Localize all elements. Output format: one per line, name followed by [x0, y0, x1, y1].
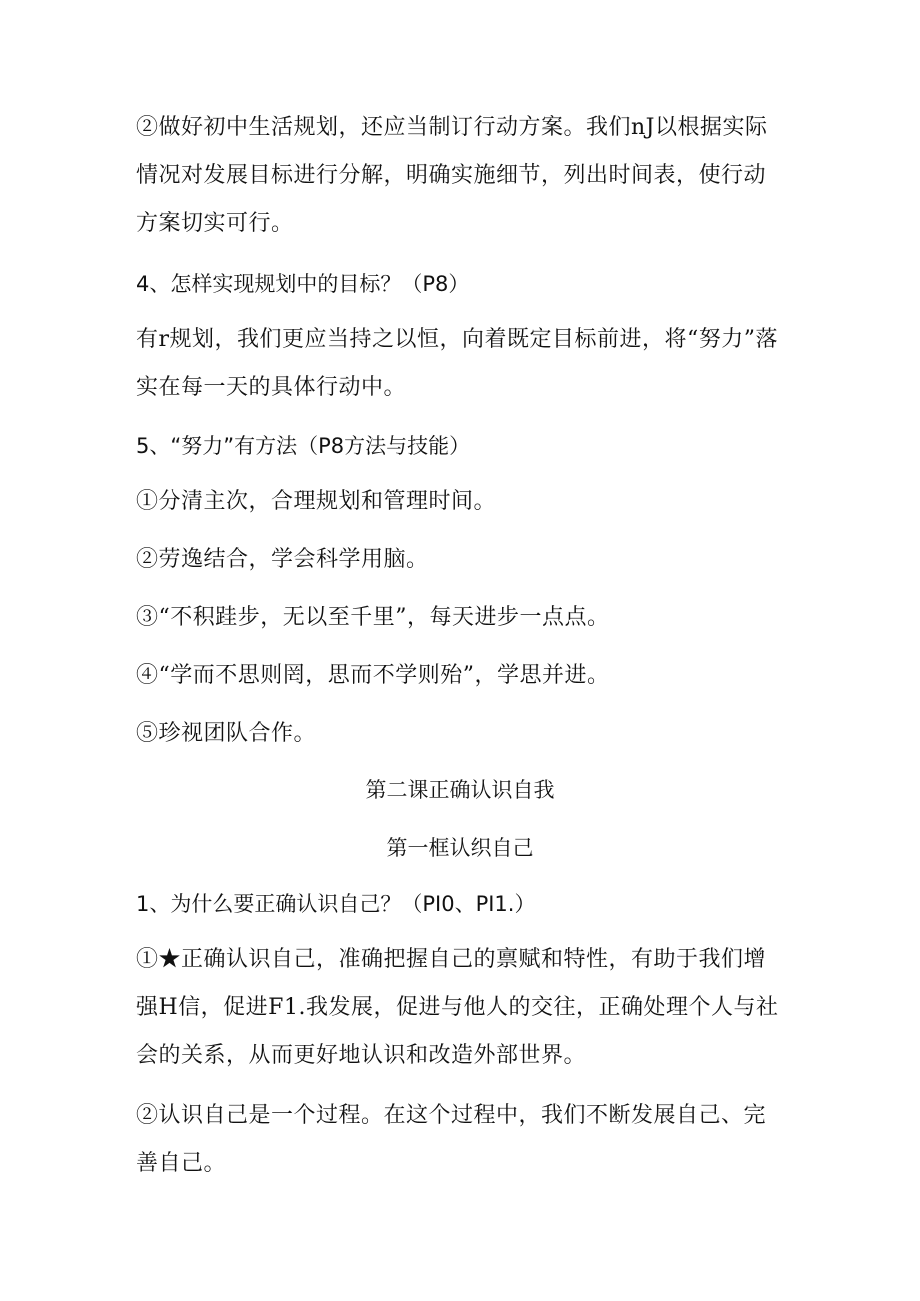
heading-effort-methods: 5、“努力”有方法（P8方法与技能）: [136, 434, 471, 458]
paragraph-persevere: 有r规划，我们更应当持之以恒，向着既定目标前进，将“努力”落实在每一天的具体行动中。: [136, 327, 779, 400]
paragraph-importance: ①★正确认识自己，准确把握自己的禀赋和特性，有助于我们增强H信，促进F1.我发展，促进与他人的交往，正确处理个人与社会的关系，从而更好地认识和改造外部世界。: [136, 947, 779, 1068]
list-item-learn-think: ④“学而不思则罔，思而不学则殆”，学思并进。: [136, 663, 610, 688]
list-item-teamwork: ⑤珍视团队合作。: [136, 721, 317, 746]
section-title: 第一框认织自己: [386, 836, 534, 860]
list-item-prioritize: ①分清主次，合理规划和管理时间。: [136, 489, 497, 514]
list-item-balance: ②劳逸结合，学会科学用脑。: [136, 547, 429, 572]
heading-why-know-yourself: 1、为什么要正确认识自己？（PI0、PI1.）: [136, 892, 536, 916]
paragraph-action-plan: ②做好初中生活规划，还应当制订行动方案。我们nJ以根据实际情况对发展目标进行分解，明确实施细节，列出时间表，使行动方案切实可行。: [136, 115, 768, 236]
paragraph-process: ②认识自己是一个过程。在这个过程中，我们不断发展自己、完善自己。: [136, 1103, 767, 1176]
heading-how-to-achieve-goals: 4、怎样实现规划中的目标？（P8）: [136, 272, 470, 296]
list-item-progress: ③“不积跬步，无以至千里”，每天进步一点点。: [136, 605, 610, 630]
lesson-title: 第二课正确认识自我: [365, 778, 555, 802]
